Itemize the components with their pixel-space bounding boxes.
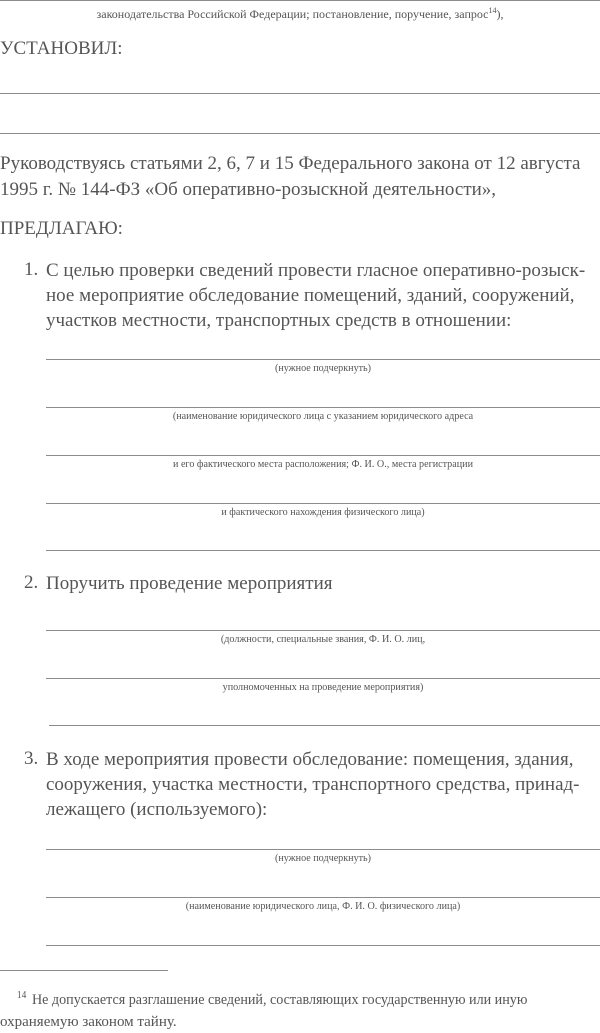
fill-line[interactable] [46, 455, 600, 456]
header-caption-text: законодательства Российской Федерации; постановление, поручение, запрос [96, 7, 489, 21]
caption: (нужное подчеркнуть) [274, 362, 372, 374]
established-heading: УСТАНОВИЛ: [0, 38, 123, 59]
footnote-separator [0, 970, 168, 971]
caption: и фактического нахождения физического лица) [221, 506, 425, 518]
fill-line[interactable] [46, 897, 600, 898]
caption: и его фактического места расположения; Ф. И. О., места регистрации [172, 458, 473, 470]
footnote-ref[interactable]: 14 [488, 6, 497, 15]
caption: (должности, специальные звания, Ф. И. О. лиц, [220, 633, 426, 645]
header-caption [0, 6, 600, 22]
item-3-line-3: лежащего (используемого): [46, 799, 268, 820]
footnote-line-2: охраняемую законом тайну. [0, 1014, 177, 1030]
item-3-line-1: В ходе мероприятия провести обследование: помещения, здания, [46, 749, 574, 770]
item-3-number: 3. [24, 748, 39, 769]
footnote-mark: 14 [16, 990, 27, 1001]
item-1-line-2: ное мероприятие обследование помещений, зданий, сооружений, [46, 285, 575, 306]
propose-heading: ПРЕДЛАГАЮ: [0, 218, 123, 239]
item-1-line-1: С целью проверки сведений провести гласное оперативно-розыск- [46, 260, 586, 281]
fill-line[interactable] [46, 503, 600, 504]
fill-line[interactable] [46, 630, 600, 631]
fill-line[interactable] [0, 93, 600, 94]
fill-line[interactable] [49, 725, 600, 726]
caption: (наименование юридического лица с указанием юридического адреса [172, 410, 474, 422]
top-rule [0, 0, 600, 1]
footnote [0, 985, 600, 1033]
item-3-line-2: сооружения, участка местности, транспортного средства, принад- [46, 774, 580, 795]
item-2-line-1: Поручить проведение мероприятия [46, 573, 333, 594]
guided-text-line-2: 1995 г. № 144-ФЗ «Об оперативно-розыскной деятельности», [0, 179, 497, 200]
fill-line[interactable] [46, 407, 600, 408]
caption: (нужное подчеркнуть) [274, 852, 372, 864]
fill-line[interactable] [46, 849, 600, 850]
guided-text-line-1: Руководствуясь статьями 2, 6, 7 и 15 Федерального закона от 12 августа [0, 153, 581, 174]
fill-line[interactable] [46, 550, 600, 551]
item-1-line-3: участков местности, транспортных средств в отношении: [46, 310, 512, 331]
fill-line[interactable] [46, 359, 600, 360]
fill-line[interactable] [46, 678, 600, 679]
caption: уполномоченных на проведение мероприятия) [222, 681, 424, 693]
fill-line[interactable] [0, 133, 600, 134]
item-1-number: 1. [24, 259, 39, 280]
item-2-number: 2. [24, 572, 39, 593]
caption: (наименование юридического лица, Ф. И. О. физического лица) [185, 900, 461, 912]
footnote-line-1: Не допускается разглашение сведений, составляющих государственную или иную [31, 992, 528, 1008]
header-caption-end: ), [496, 7, 504, 21]
fill-line[interactable] [46, 945, 600, 946]
